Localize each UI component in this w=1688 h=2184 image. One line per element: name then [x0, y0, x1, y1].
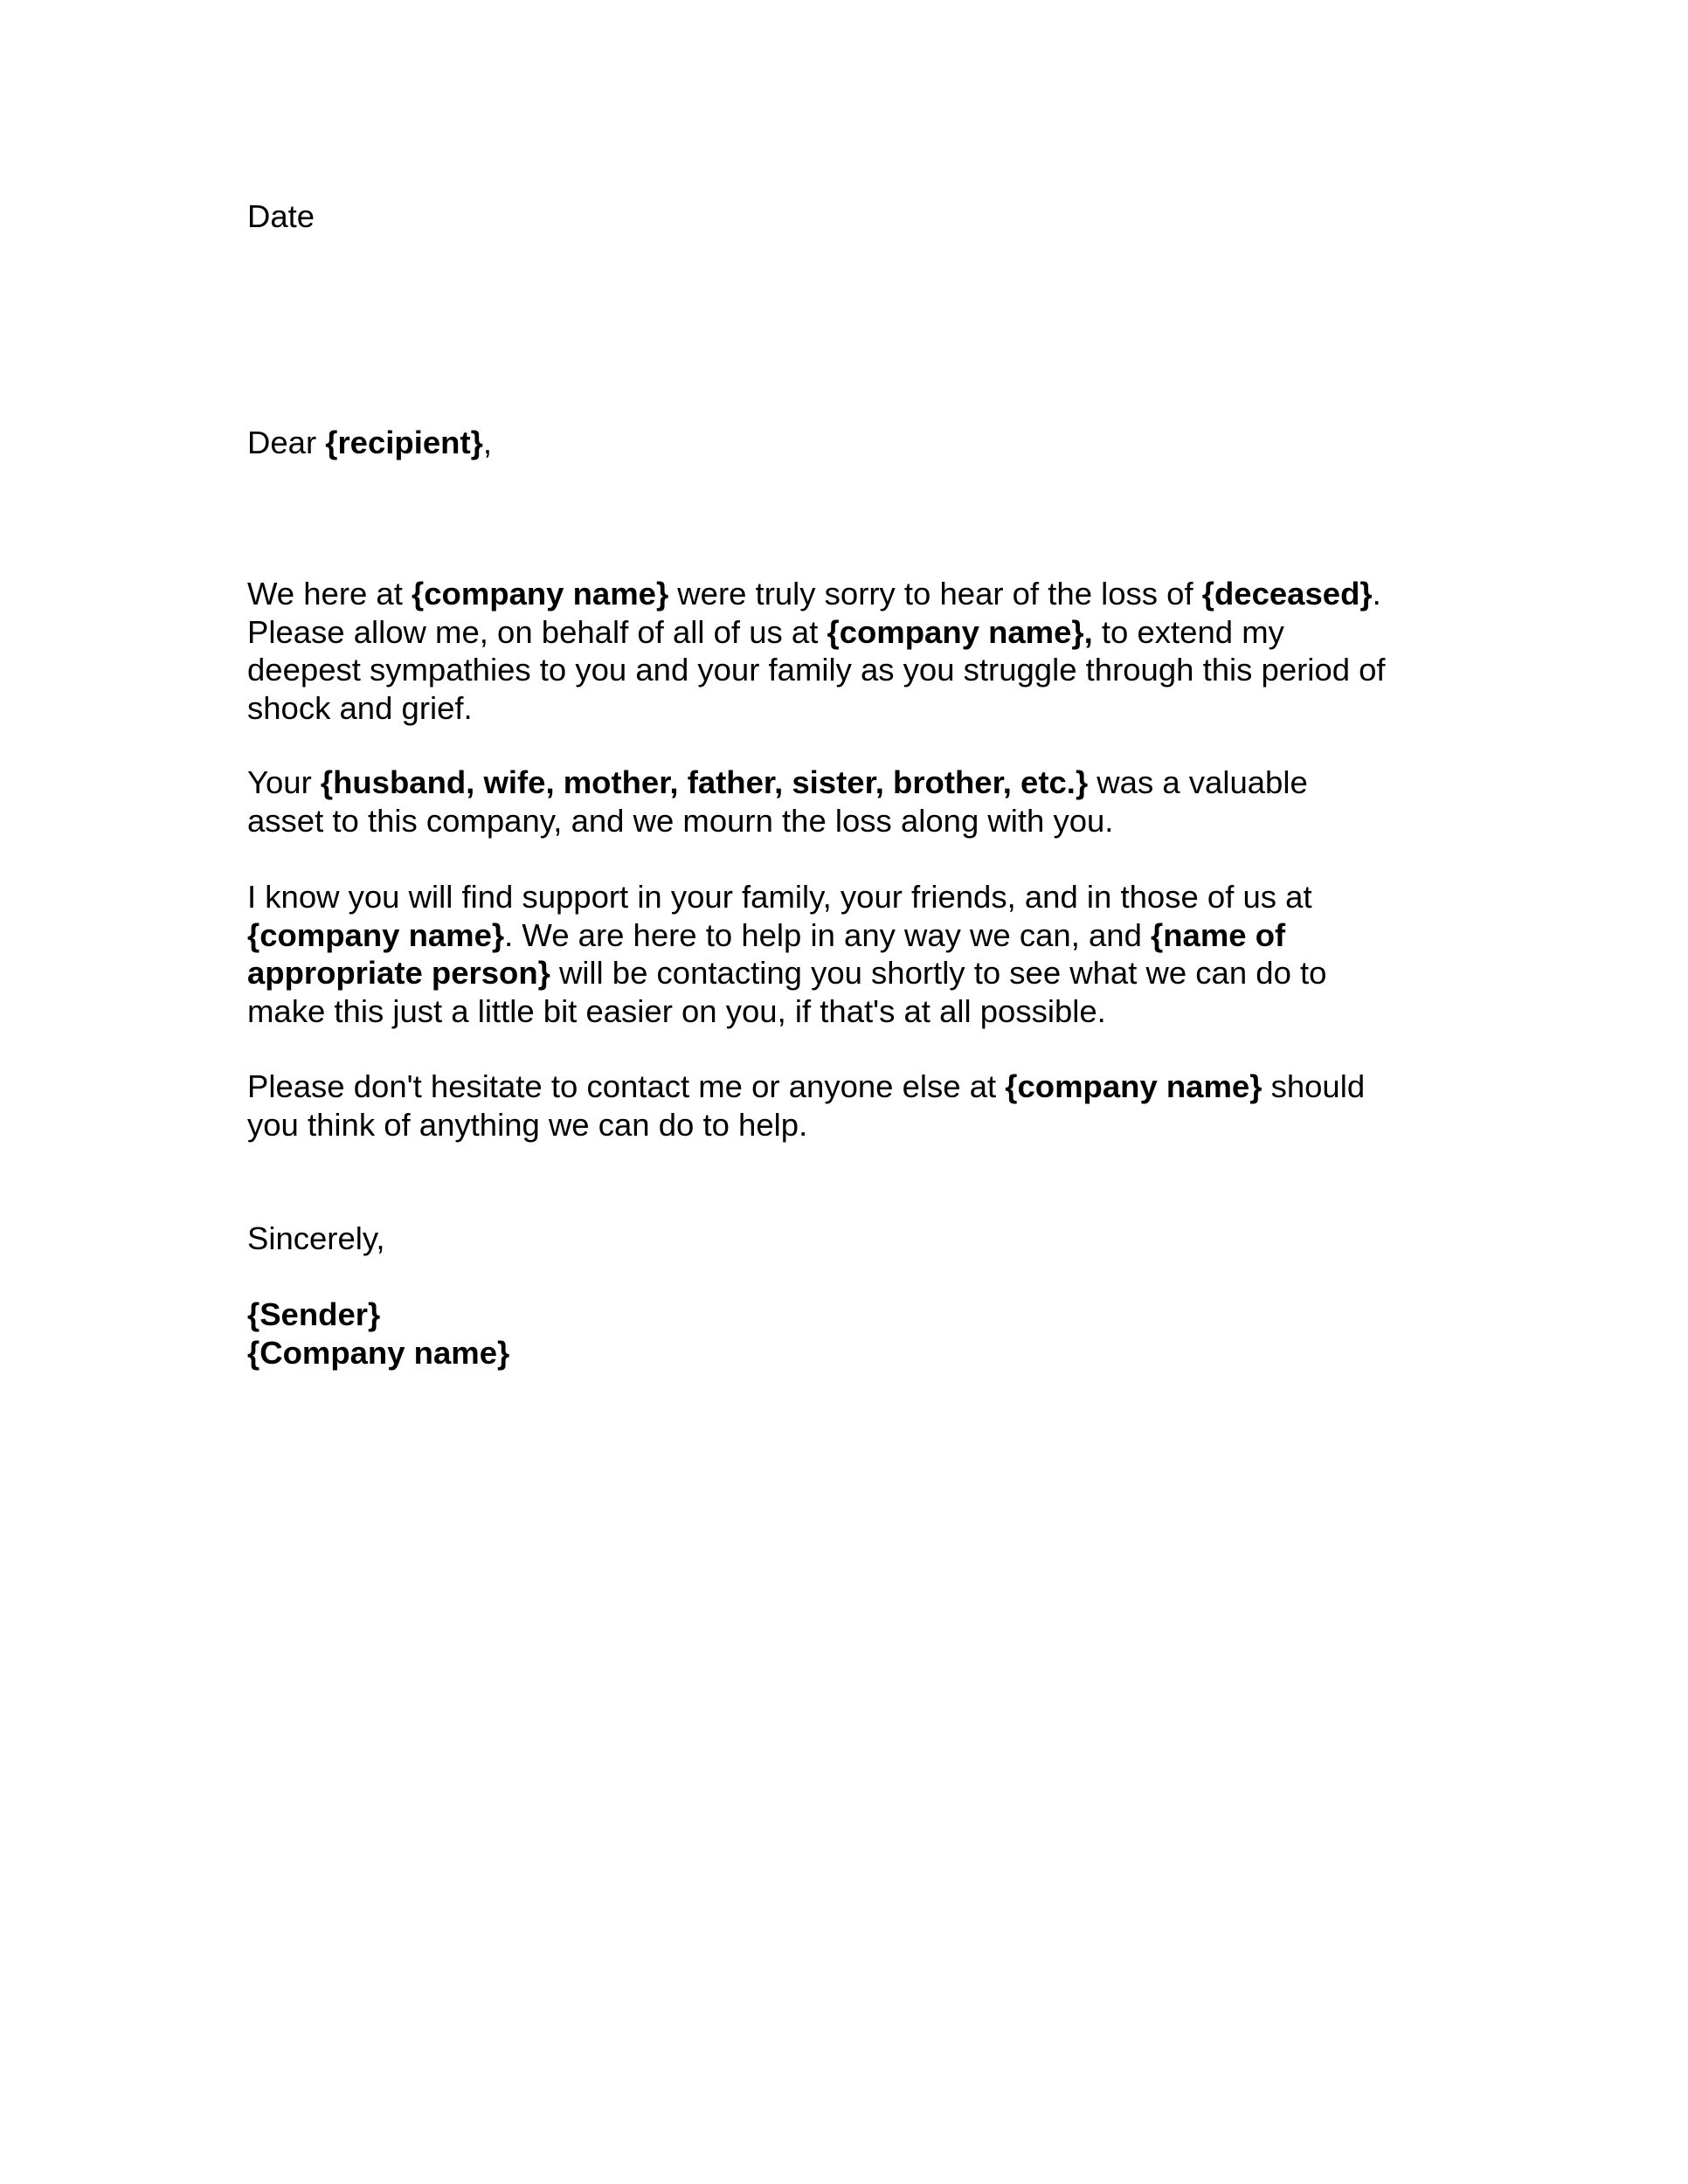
text-run: were truly sorry to hear of the loss of: [668, 576, 1202, 612]
paragraph-line: [247, 954, 1326, 992]
paragraph-line: [247, 575, 1386, 613]
company-name-placeholder: {company name}: [1005, 1068, 1263, 1104]
paragraph-line: asset to this company, and we mourn the loss along with you.: [247, 802, 1114, 839]
paragraph-line: [247, 916, 1326, 955]
paragraph-line: I know you will find support in your family, your friends, and in those of us at: [247, 879, 1312, 915]
paragraph-line: [247, 613, 1386, 652]
company-name-placeholder: {company name}: [412, 576, 669, 612]
text-run: Please allow me, on behalf of all of us at: [247, 613, 827, 650]
paragraph-line: shock and grief.: [247, 689, 473, 726]
text-run: Your: [247, 764, 321, 800]
paragraph-condolence: [247, 575, 1386, 727]
closing: [247, 1220, 385, 1258]
salutation-prefix: Dear: [247, 425, 326, 460]
text-run: . We are here to help in any way we can, and: [504, 916, 1152, 953]
paragraph-line: [247, 764, 1308, 802]
paragraph-line: you think of anything we can do to help.: [247, 1106, 808, 1143]
salutation-line: [247, 424, 492, 462]
paragraph-relation: [247, 764, 1308, 840]
paragraph-line: make this just a little bit easier on you, if that's at all possible.: [247, 992, 1106, 1029]
paragraph-line: [247, 1068, 1365, 1106]
paragraph-line: deepest sympathies to you and your family as you struggle through this period of: [247, 652, 1386, 688]
salutation: [247, 424, 492, 462]
text-run: Please don't hesitate to contact me or anyone else at: [247, 1068, 1006, 1104]
text-run: to extend my: [1092, 613, 1284, 650]
text-run: .: [1372, 576, 1381, 612]
appropriate-person-placeholder: {name of: [1151, 916, 1286, 953]
deceased-placeholder: {deceased}: [1201, 576, 1373, 612]
relation-placeholder: {husband, wife, mother, father, sister, brother, etc.}: [320, 764, 1089, 800]
signature-company-placeholder: {Company name}: [247, 1334, 510, 1371]
recipient-placeholder: {recipient}: [325, 425, 483, 460]
text-run: We here at: [247, 576, 412, 612]
date-text: Date: [247, 198, 315, 234]
company-name-placeholder: {company name},: [827, 613, 1093, 650]
paragraph-support: [247, 878, 1326, 1030]
company-name-placeholder: {company name}: [247, 916, 505, 953]
text-run: was a valuable: [1088, 764, 1308, 800]
signature-block: [247, 1296, 509, 1372]
sender-placeholder: {Sender}: [247, 1296, 381, 1332]
text-run: should: [1262, 1068, 1366, 1104]
salutation-suffix: ,: [482, 425, 492, 460]
paragraph-contact: [247, 1068, 1365, 1144]
text-run: will be contacting you shortly to see what we can do to: [550, 955, 1327, 991]
appropriate-person-placeholder: appropriate person}: [247, 955, 550, 991]
closing-text: Sincerely,: [247, 1220, 385, 1256]
date-line: [247, 197, 315, 236]
